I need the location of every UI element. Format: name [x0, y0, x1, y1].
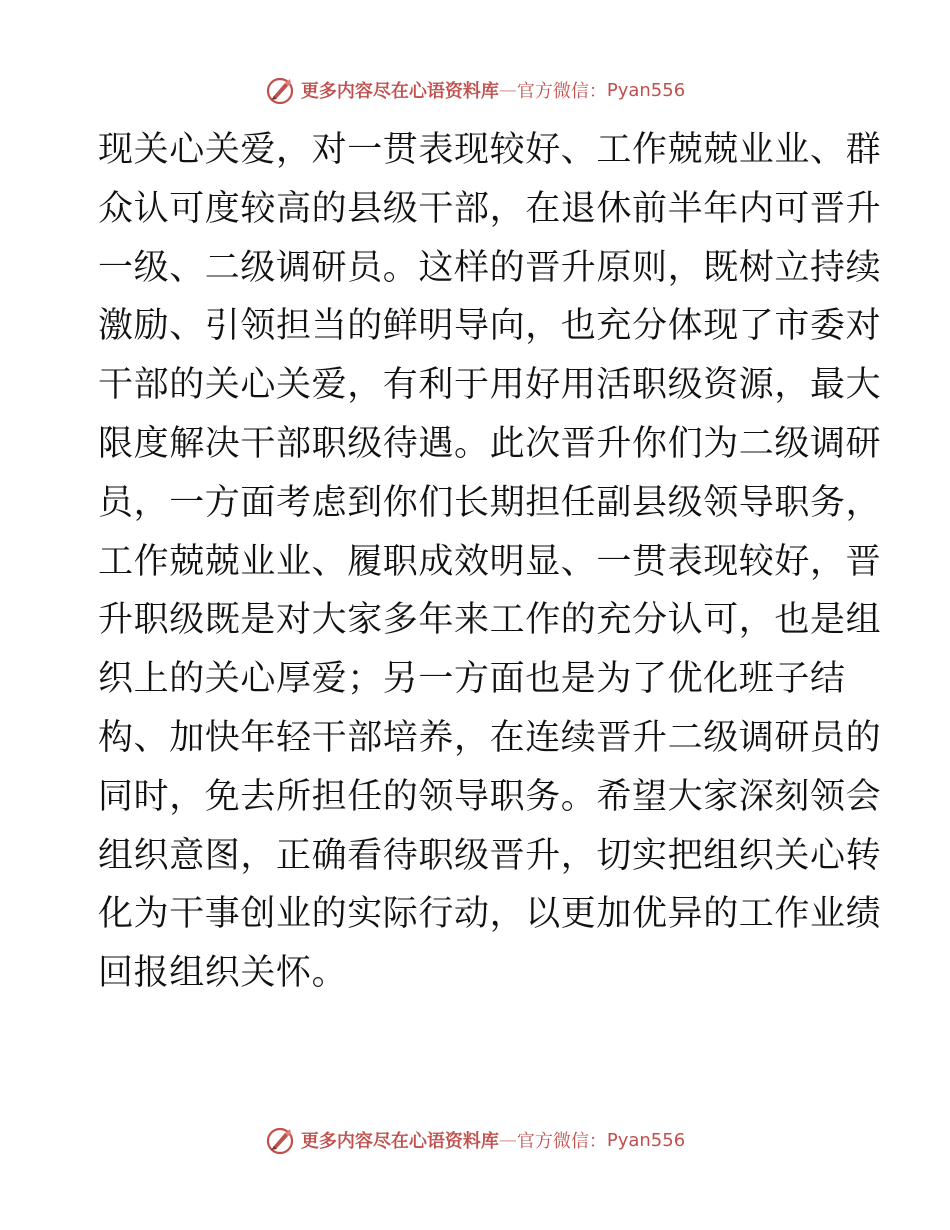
banner-separator: —: [498, 79, 517, 101]
body-line: 激励、引领担当的鲜明导向，也充分体现了市委对: [98, 306, 882, 347]
banner-separator: —: [498, 1129, 517, 1151]
banner-wechat-id: Pyan556: [606, 1129, 686, 1151]
banner-wechat-id: Pyan556: [606, 79, 686, 101]
body-line: 员，一方面考虑到你们长期担任副县级领导职务，: [98, 482, 882, 523]
body-text: [98, 125, 882, 1007]
banner-wechat-label: 官方微信：: [516, 81, 607, 102]
body-line: 回报组织关怀。: [98, 953, 348, 994]
body-line: 织上的关心厚爱；另一方面也是为了优化班子结: [98, 659, 846, 700]
body-line: 工作兢兢业业、履职成效明显、一贯表现较好，晋: [98, 541, 882, 582]
body-line: 化为干事创业的实际行动，以更加优异的工作业绩: [98, 894, 882, 935]
body-line: 组织意图，正确看待职级晋升，切实把组织关心转: [98, 835, 882, 876]
body-line: 升职级既是对大家多年来工作的充分认可，也是组: [98, 600, 882, 641]
quill-pen-logo-icon: [265, 75, 295, 105]
body-line: 现关心关爱，对一贯表现较好、工作兢兢业业、群: [98, 130, 882, 170]
quill-pen-logo-icon: [265, 1125, 295, 1155]
banner-wechat-label: 官方微信：: [516, 1131, 607, 1152]
body-line: 同时，免去所担任的领导职务。希望大家深刻领会: [98, 776, 882, 817]
body-line: 众认可度较高的县级干部，在退休前半年内可晋升: [98, 188, 882, 229]
banner-main-text: 更多内容尽在心语资料库: [300, 1131, 499, 1152]
body-line: 一级、二级调研员。这样的晋升原则，既树立持续: [98, 247, 882, 288]
header-banner: [0, 70, 950, 110]
body-line: 干部的关心关爱，有利于用好用活职级资源，最大: [98, 365, 882, 406]
banner-main-text: 更多内容尽在心语资料库: [300, 81, 499, 102]
body-line: 限度解决干部职级待遇。此次晋升你们为二级调研: [98, 423, 882, 464]
body-line: 构、加快年轻干部培养，在连续晋升二级调研员的: [98, 717, 882, 758]
footer-banner: [0, 1120, 950, 1160]
